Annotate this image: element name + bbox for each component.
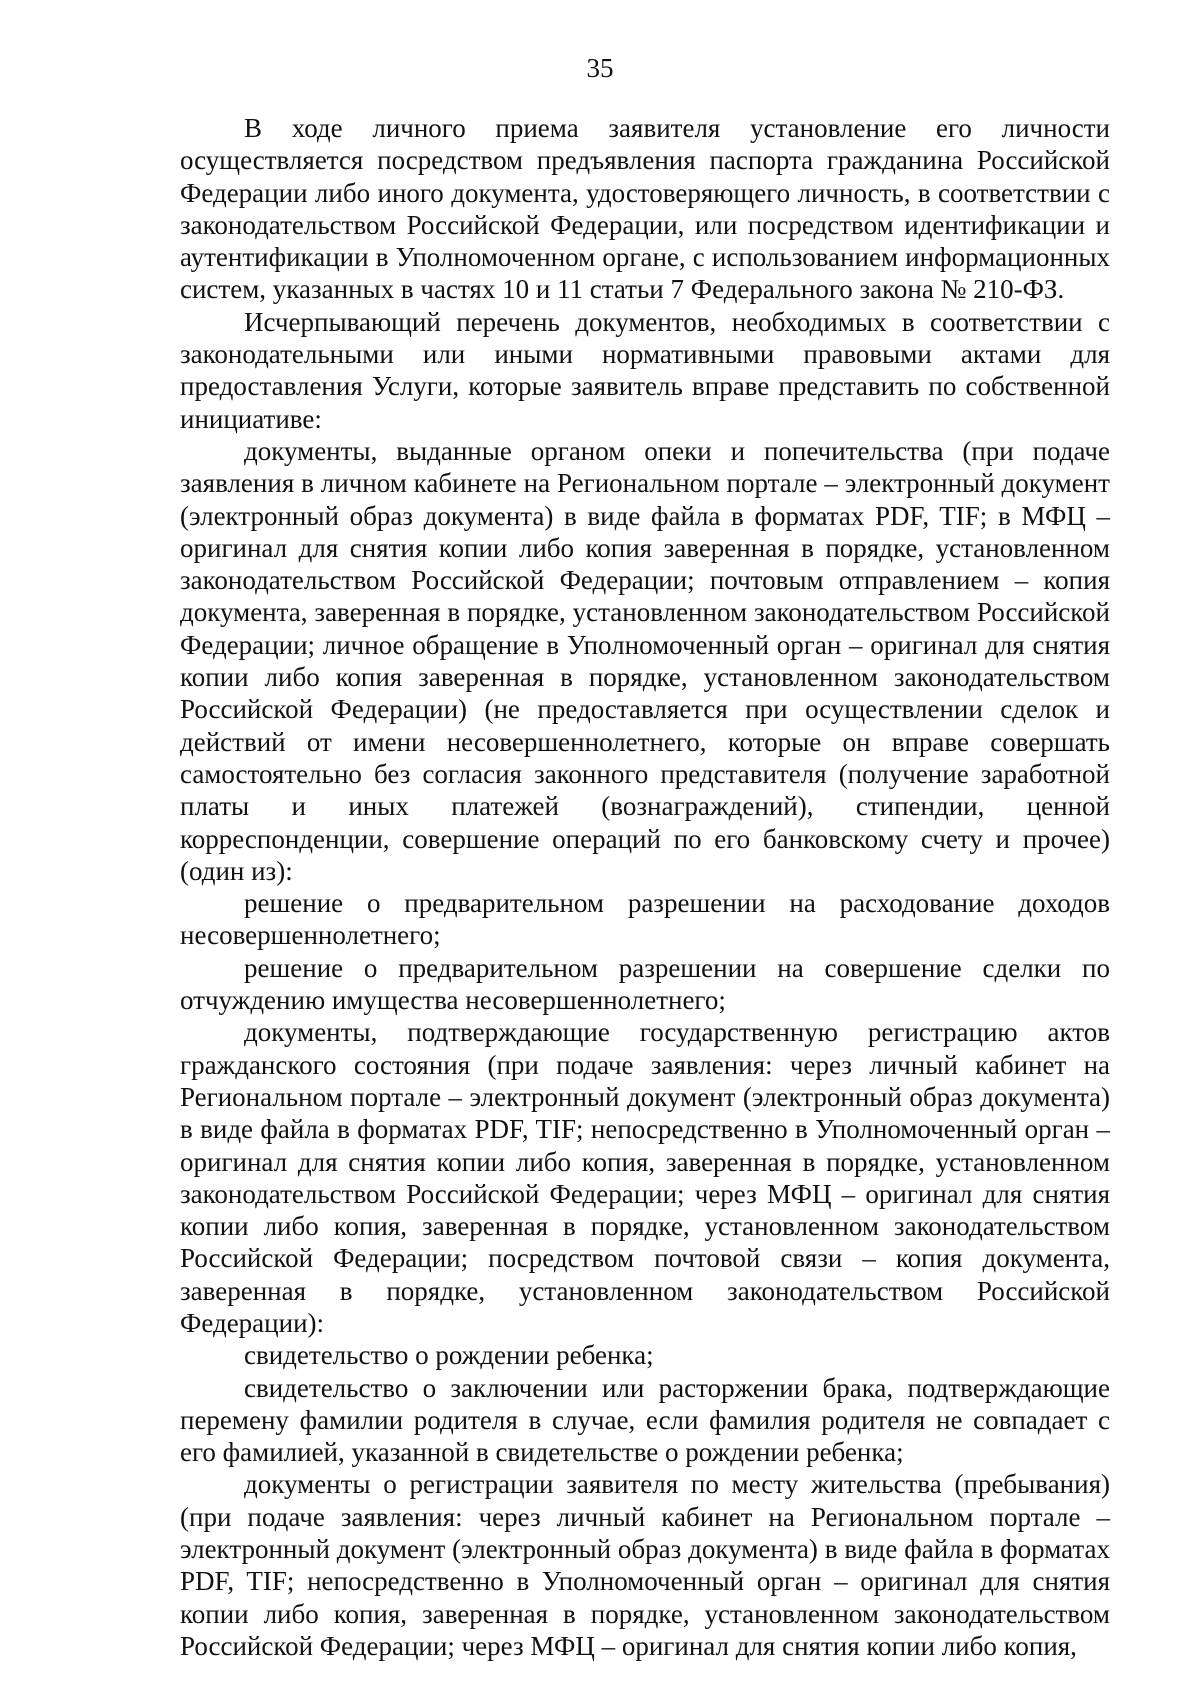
paragraph-documents-list-intro: Исчерпывающий перечень документов, необходимых в соответствии с законодательными или иными нормативными правовыми актами для предоставления Услуги, которые заявитель вправе представить по собственной инициативе: (180, 306, 1110, 434)
body-text (180, 112, 1110, 1662)
paragraph-guardianship-documents: документы, выданные органом опеки и попечительства (при подаче заявления в личном кабинете на Региональном портале – электронный документ (электронный образ документа) в виде файла в форматах PDF, TIF; в МФЦ – оригинал для снятия копии либо копия заверенная в порядке, установленном законодательством Российской Федерации; почтовым отправлением – копия документа, заверенная в порядке, установленном законодательством Российской Федерации; личное обращение в Уполномоченный орган – оригинал для снятия копии либо копия заверенная в порядке, установленном законодательством Российской Федерации) (не предоставляется при осуществлении сделок и действий от имени несовершеннолетнего, которые он вправе совершать самостоятельно без согласия законного представителя (получение заработной платы и иных платежей (вознаграждений), стипендии, ценной корреспонденции, совершение операций по его банковскому счету и прочее) (один из): (180, 435, 1110, 886)
page-number: 35 (586, 53, 614, 83)
paragraph-civil-status-documents: документы, подтверждающие государственную регистрацию актов гражданского состояния (при подаче заявления: через личный кабинет на Региональном портале – электронный документ (электронный образ документа) в виде файла в форматах PDF, TIF; непосредственно в Уполномоченный орган – оригинал для снятия копии либо копия, заверенная в порядке, установленном законодательством Российской Федерации; через МФЦ – оригинал для снятия копии либо копия, заверенная в порядке, установленном законодательством Российской Федерации; посредством почтовой связи – копия документа, заверенная в порядке, установленном законодательством Российской Федерации): (180, 1017, 1110, 1338)
paragraph-income-spending-decision: решение о предварительном разрешении на расходование доходов несовершеннолетнего; (180, 888, 1110, 951)
paragraph-birth-certificate: свидетельство о рождении ребенка; (244, 1340, 654, 1371)
paragraph-identity-verification: В ходе личного приема заявителя установление его личности осуществляется посредством предъявления паспорта гражданина Российской Федерации либо иного документа, удостоверяющего личность, в соответствии с законодательством Российской Федерации, или посредством идентификации и аутентификации в Уполномоченном органе, с использованием информационных систем, указанных в частях 10 и 11 статьи 7 Федерального закона № 210-ФЗ. (180, 113, 1110, 305)
paragraph-registration-documents: документы о регистрации заявителя по месту жительства (пребывания) (при подаче заявления: через личный кабинет на Региональном портале – электронный документ (электронный образ документа) в виде файла в форматах PDF, TIF; непосредственно в Уполномоченный орган – оригинал для снятия копии либо копия, заверенная в порядке, установленном законодательством Российской Федерации; через МФЦ – оригинал для снятия копии либо копия, (180, 1469, 1110, 1661)
paragraph-marriage-certificate: свидетельство о заключении или расторжении брака, подтверждающие перемену фамилии родителя в случае, если фамилия родителя не совпадает с его фамилией, указанной в свидетельстве о рождении ребенка; (180, 1372, 1110, 1468)
paragraph-property-alienation-decision: решение о предварительном разрешении на совершение сделки по отчуждению имущества несовершеннолетнего; (180, 952, 1110, 1016)
